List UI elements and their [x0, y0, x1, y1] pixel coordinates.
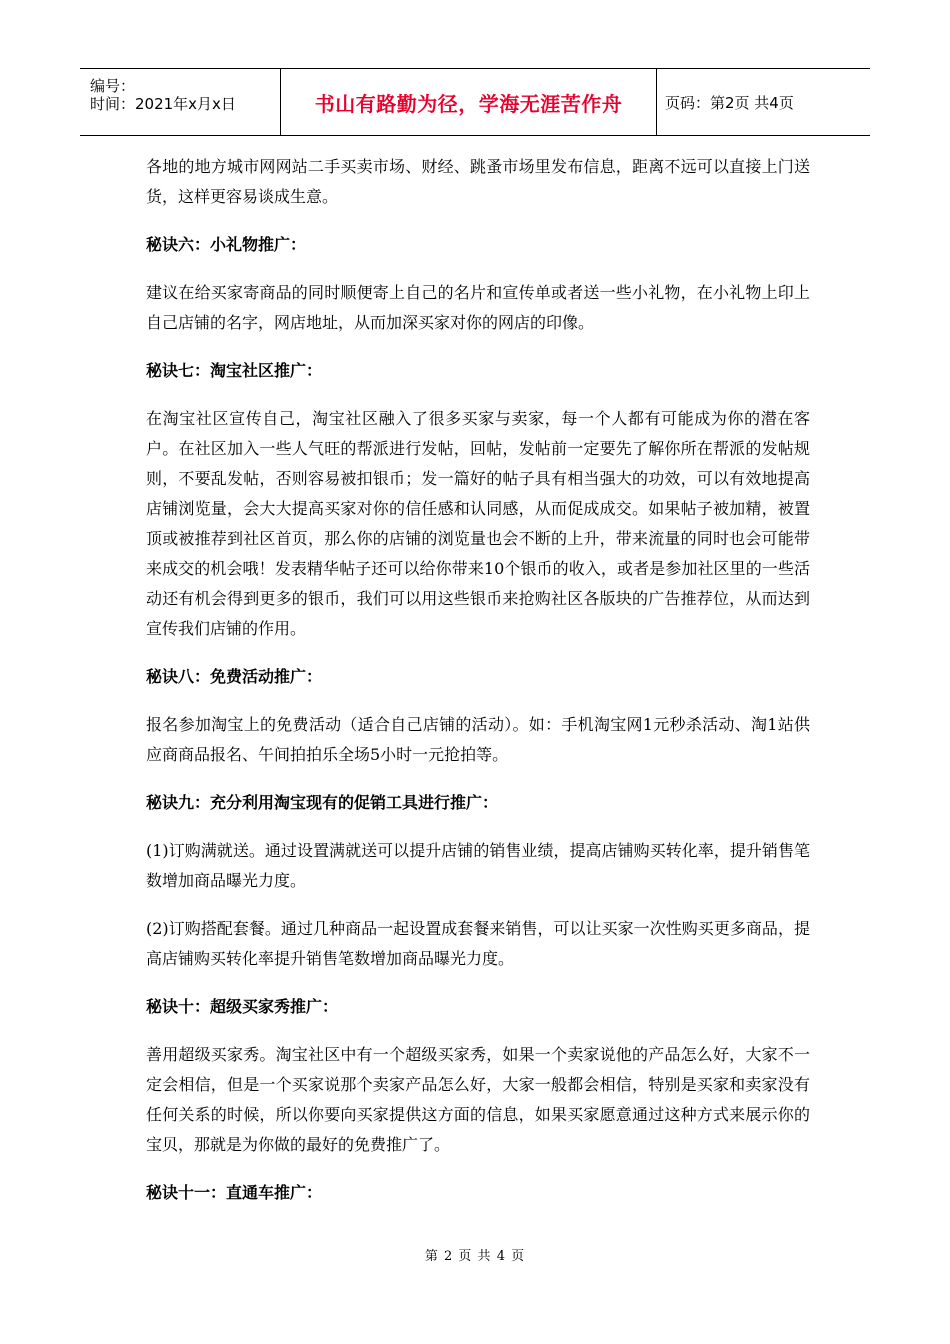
section-heading: 秘诀十一：直通车推广：: [146, 1183, 323, 1202]
header-page-number: 页码：第2页 共4页: [665, 93, 794, 112]
paragraph: 报名参加淘宝上的免费活动（适合自己店铺的活动）。如：手机淘宝网1元秒杀活动、淘1站供应商商品报名、午间拍拍乐全场5小时一元抢拍等。: [146, 715, 810, 764]
document-body: [146, 152, 810, 1226]
header-meta: [80, 69, 281, 135]
section-heading: 秘诀七：淘宝社区推广：: [146, 361, 323, 380]
paragraph: (2)订购搭配套餐。通过几种商品一起设置成套餐来销售，可以让买家一次性购买更多商品，提高店铺购买转化率提升销售笔数增加商品曝光力度。: [146, 919, 810, 968]
section-heading: 秘诀八：免费活动推广：: [146, 667, 323, 686]
paragraph: 建议在给买家寄商品的同时顺便寄上自己的名片和宣传单或者送一些小礼物，在小礼物上印上自己店铺的名字，网店地址，从而加深买家对你的网店的印像。: [146, 283, 810, 332]
paragraph: 善用超级买家秀。淘宝社区中有一个超级买家秀，如果一个卖家说他的产品怎么好，大家不一定会相信，但是一个买家说那个卖家产品怎么好，大家一般都会相信，特别是买家和卖家没有任何关系的时候，所以你要向买家提供这方面的信息，如果买家愿意通过这种方式来展示你的宝贝，那就是为你做的最好的免费推广了。: [146, 1045, 810, 1154]
paragraph: 各地的地方城市网网站二手买卖市场、财经、跳蚤市场里发布信息，距离不远可以直接上门送货，这样更容易谈成生意。: [146, 157, 810, 206]
paragraph: 在淘宝社区宣传自己，淘宝社区融入了很多买家与卖家，每一个人都有可能成为你的潜在客户。在社区加入一些人气旺的帮派进行发帖，回帖，发帖前一定要先了解你所在帮派的发帖规则，不要乱发帖，否则容易被扣银币；发一篇好的帖子具有相当强大的功效，可以有效地提高店铺浏览量，会大大提高买家对你的信任感和认同感，从而促成成交。如果帖子被加精，被置顶或被推荐到社区首页，那么你的店铺的浏览量也会不断的上升，带来流量的同时也会可能带来成交的机会哦！发表精华帖子还可以给你带来10个银币的收入，或者是参加社区里的一些活动还有机会得到更多的银币，我们可以用这些银币来抢购社区各版块的广告推荐位，从而达到宣传我们店铺的作用。: [146, 409, 810, 638]
paragraph: (1)订购满就送。通过设置满就送可以提升店铺的销售业绩，提高店铺购买转化率，提升销售笔数增加商品曝光力度。: [146, 841, 810, 890]
document-number: 编号：: [90, 77, 136, 95]
section-heading: 秘诀九：充分利用淘宝现有的促销工具进行推广：: [146, 793, 499, 812]
header-page-cell: [657, 69, 870, 135]
document-date: 时间：2021年x月x日: [90, 95, 236, 113]
motto: 书山有路勤为径，学海无涯苦作舟: [314, 91, 623, 116]
section-heading: 秘诀六：小礼物推广：: [146, 235, 307, 254]
header-motto-cell: [281, 69, 657, 135]
page-footer: 第 2 页 共 4 页: [424, 1249, 526, 1264]
section-heading: 秘诀十：超级买家秀推广：: [146, 997, 339, 1016]
page-header: [80, 68, 870, 136]
